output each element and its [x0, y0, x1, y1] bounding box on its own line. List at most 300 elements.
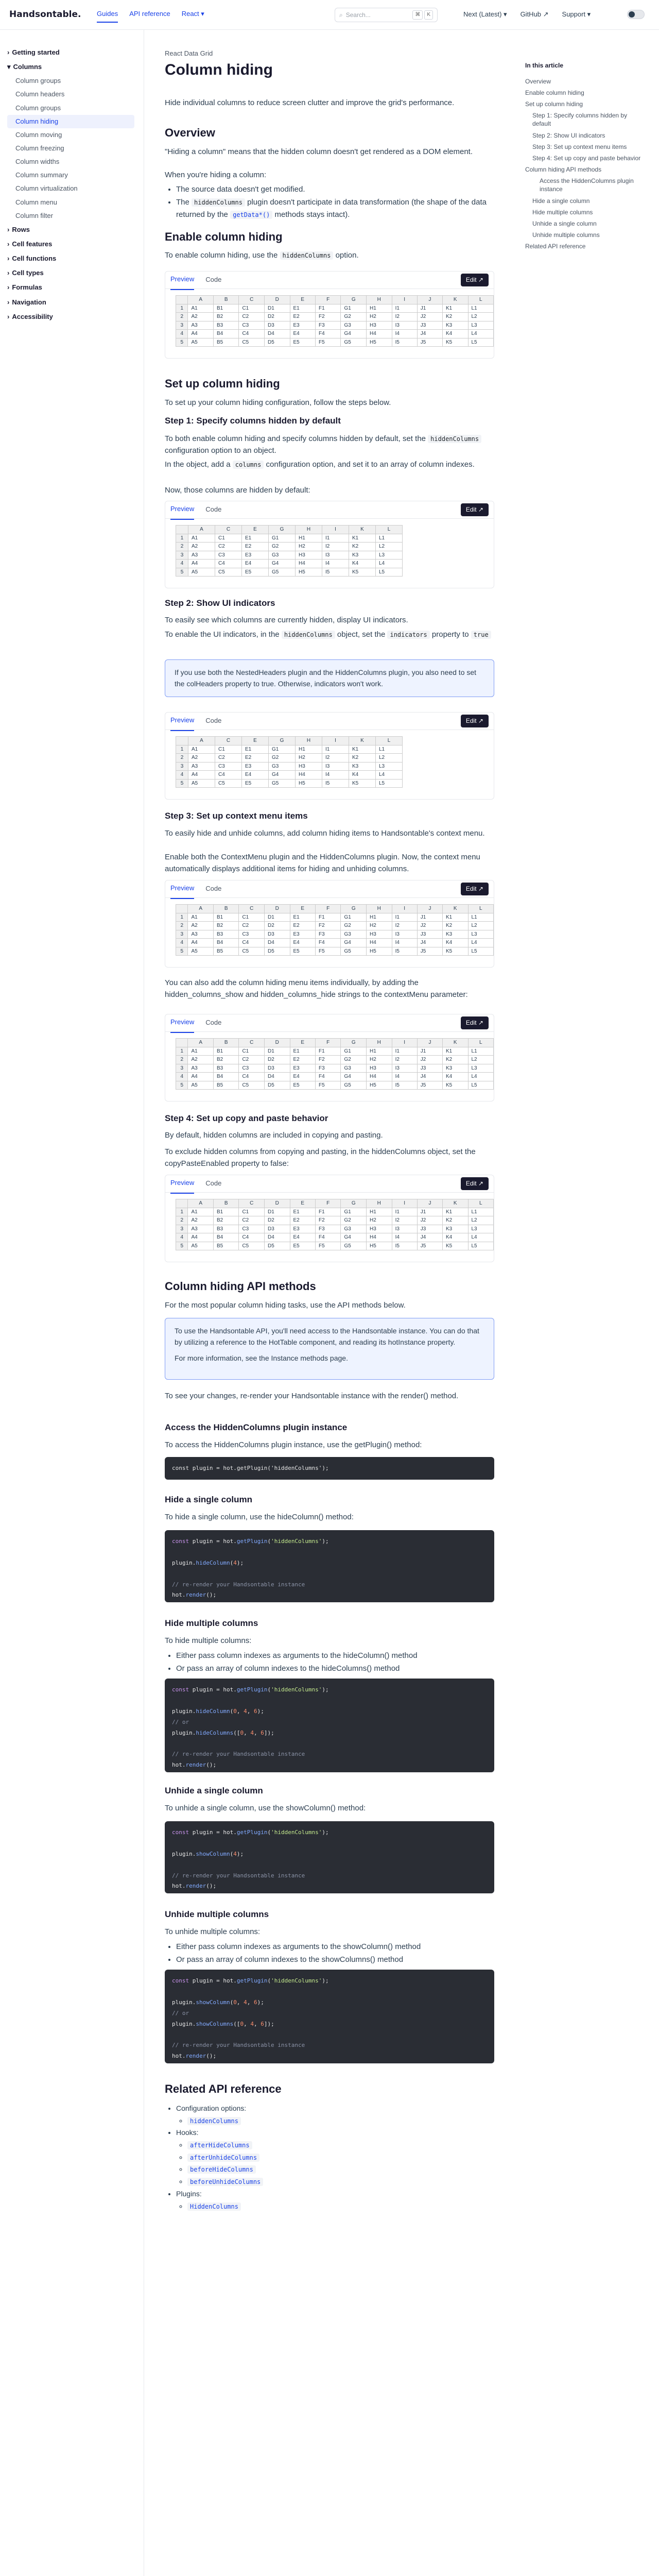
grid-cell[interactable]: E1 — [242, 534, 269, 543]
grid-cell[interactable]: B2 — [213, 313, 238, 321]
column-header[interactable]: J — [417, 905, 442, 913]
column-header[interactable]: I — [392, 296, 417, 304]
grid-cell[interactable]: F4 — [316, 330, 341, 338]
grid-cell[interactable]: E2 — [242, 543, 269, 551]
grid-cell[interactable]: H2 — [367, 1216, 392, 1225]
grid-cell[interactable]: E1 — [290, 1208, 315, 1216]
toc-item[interactable]: Step 4: Set up copy and paste behavior — [532, 154, 641, 162]
grid-cell[interactable]: G1 — [341, 1047, 367, 1056]
column-header[interactable]: H — [296, 737, 322, 745]
sidebar-group[interactable]: › Formulas — [7, 280, 134, 295]
grid-cell[interactable]: I2 — [322, 543, 349, 551]
grid-cell[interactable]: D2 — [264, 922, 290, 930]
grid-cell[interactable]: J3 — [417, 1064, 442, 1073]
grid-cell[interactable]: J2 — [417, 313, 442, 321]
grid-cell[interactable]: H3 — [296, 551, 322, 560]
grid-cell[interactable]: I5 — [322, 568, 349, 577]
toc-item[interactable]: Step 1: Specify columns hidden by default — [532, 112, 628, 128]
grid-cell[interactable]: J1 — [417, 913, 442, 922]
version-select[interactable]: Next (Latest) ▾ — [463, 10, 507, 18]
tab-code[interactable]: Code — [205, 885, 222, 893]
grid-cell[interactable]: G4 — [341, 939, 367, 947]
row-header[interactable]: 3 — [176, 762, 188, 771]
grid-cell[interactable]: J2 — [417, 922, 442, 930]
grid-cell[interactable]: E1 — [290, 1047, 315, 1056]
row-header[interactable]: 5 — [176, 1081, 188, 1090]
column-header[interactable]: L — [468, 905, 494, 913]
column-header[interactable]: E — [290, 296, 315, 304]
grid-cell[interactable]: J4 — [417, 330, 442, 338]
grid-cell[interactable]: H4 — [367, 1073, 392, 1081]
grid-cell[interactable]: H5 — [296, 779, 322, 788]
grid-cell[interactable]: B3 — [213, 1064, 238, 1073]
column-header[interactable]: D — [264, 296, 290, 304]
tab-preview[interactable]: Preview — [170, 500, 194, 519]
grid-cell[interactable]: E2 — [290, 922, 315, 930]
data-grid[interactable] — [176, 525, 403, 577]
column-header[interactable]: E — [290, 905, 315, 913]
support-menu[interactable]: Support ▾ — [562, 10, 591, 18]
grid-cell[interactable]: H5 — [367, 947, 392, 956]
column-header[interactable]: L — [376, 526, 403, 534]
grid-cell[interactable]: F4 — [316, 1233, 341, 1242]
grid-cell[interactable]: K5 — [443, 947, 468, 956]
grid-cell[interactable]: B1 — [213, 1208, 238, 1216]
grid-cell[interactable]: L1 — [468, 1047, 494, 1056]
grid-cell[interactable]: J4 — [417, 939, 442, 947]
nav-guides[interactable]: Guides — [97, 7, 118, 22]
toc-item[interactable]: Overview — [525, 77, 551, 85]
grid-cell[interactable]: C1 — [239, 1208, 265, 1216]
column-header[interactable]: H — [367, 296, 392, 304]
column-header[interactable]: C — [239, 1039, 265, 1047]
grid-cell[interactable]: F2 — [316, 922, 341, 930]
related-link[interactable]: beforeHideColumns — [187, 2165, 256, 2174]
row-header[interactable]: 5 — [176, 568, 188, 577]
related-link[interactable]: afterHideColumns — [187, 2141, 252, 2149]
grid-cell[interactable]: K5 — [349, 568, 376, 577]
toc-item[interactable]: Step 3: Set up context menu items — [532, 143, 627, 150]
row-header[interactable]: 2 — [176, 313, 188, 321]
grid-cell[interactable]: G1 — [269, 745, 296, 754]
grid-cell[interactable]: C2 — [239, 1056, 265, 1064]
toc-item[interactable]: Hide a single column — [532, 197, 590, 205]
grid-cell[interactable]: E1 — [290, 304, 315, 313]
grid-cell[interactable]: E2 — [290, 313, 315, 321]
grid-cell[interactable]: C4 — [239, 1073, 265, 1081]
grid-cell[interactable]: I5 — [392, 947, 417, 956]
tab-code[interactable]: Code — [205, 505, 222, 514]
grid-cell[interactable]: H3 — [367, 1064, 392, 1073]
grid-cell[interactable]: E3 — [242, 551, 269, 560]
grid-cell[interactable]: F5 — [316, 338, 341, 347]
grid-cell[interactable]: K2 — [349, 754, 376, 762]
sidebar-item[interactable]: Column groups — [15, 104, 61, 112]
grid-cell[interactable]: D5 — [264, 338, 290, 347]
grid-cell[interactable]: A4 — [188, 560, 215, 568]
column-header[interactable]: K — [443, 296, 468, 304]
column-header[interactable]: G — [341, 1039, 367, 1047]
sidebar-item[interactable]: Column groups — [15, 77, 61, 85]
toc-item[interactable]: Access the HiddenColumns plugin instance — [540, 177, 634, 193]
grid-cell[interactable]: A1 — [188, 745, 215, 754]
grid-cell[interactable]: E5 — [242, 779, 269, 788]
row-header[interactable]: 2 — [176, 1216, 188, 1225]
grid-cell[interactable]: A5 — [188, 1081, 213, 1090]
grid-cell[interactable]: L3 — [468, 1064, 494, 1073]
grid-cell[interactable]: I3 — [392, 321, 417, 330]
grid-cell[interactable]: H2 — [367, 922, 392, 930]
grid-cell[interactable]: J5 — [417, 338, 442, 347]
grid-cell[interactable]: D2 — [264, 1056, 290, 1064]
grid-cell[interactable]: B5 — [213, 1242, 238, 1250]
grid-cell[interactable]: K4 — [443, 1233, 468, 1242]
grid-cell[interactable]: L5 — [376, 779, 403, 788]
grid-cell[interactable]: F1 — [316, 304, 341, 313]
column-header[interactable]: E — [242, 526, 269, 534]
grid-cell[interactable]: A1 — [188, 1047, 213, 1056]
grid-cell[interactable]: I2 — [392, 1056, 417, 1064]
related-link[interactable]: beforeUnhideColumns — [187, 2178, 263, 2186]
grid-cell[interactable]: K2 — [443, 922, 468, 930]
grid-cell[interactable]: A3 — [188, 930, 213, 939]
grid-cell[interactable]: C1 — [239, 913, 265, 922]
grid-cell[interactable]: A3 — [188, 321, 213, 330]
grid-cell[interactable]: B4 — [213, 1233, 238, 1242]
grid-cell[interactable]: H1 — [367, 1208, 392, 1216]
grid-cell[interactable]: K5 — [443, 1081, 468, 1090]
column-header[interactable]: L — [376, 737, 403, 745]
grid-cell[interactable]: E2 — [290, 1216, 315, 1225]
grid-cell[interactable]: F5 — [316, 947, 341, 956]
grid-cell[interactable]: F1 — [316, 1208, 341, 1216]
grid-cell[interactable]: H4 — [367, 939, 392, 947]
grid-cell[interactable]: A1 — [188, 1208, 213, 1216]
grid-cell[interactable]: B3 — [213, 1225, 238, 1233]
column-header[interactable]: L — [468, 1039, 494, 1047]
grid-cell[interactable]: G3 — [341, 1225, 367, 1233]
grid-cell[interactable]: B2 — [213, 922, 238, 930]
grid-cell[interactable]: E4 — [290, 939, 315, 947]
grid-cell[interactable]: E3 — [290, 1225, 315, 1233]
grid-cell[interactable]: I1 — [392, 304, 417, 313]
sidebar-group[interactable]: › Rows — [7, 223, 134, 237]
sidebar-group[interactable]: › Cell functions — [7, 251, 134, 266]
column-header[interactable]: B — [213, 296, 238, 304]
grid-cell[interactable]: F5 — [316, 1081, 341, 1090]
grid-cell[interactable]: K4 — [349, 771, 376, 779]
grid-cell[interactable]: H5 — [367, 338, 392, 347]
column-header[interactable]: L — [468, 296, 494, 304]
row-header[interactable]: 2 — [176, 543, 188, 551]
row-header[interactable]: 4 — [176, 939, 188, 947]
row-header[interactable]: 4 — [176, 771, 188, 779]
column-header[interactable]: H — [296, 526, 322, 534]
row-header[interactable]: 1 — [176, 745, 188, 754]
grid-cell[interactable]: K2 — [443, 1216, 468, 1225]
row-header[interactable]: 3 — [176, 321, 188, 330]
grid-cell[interactable]: K1 — [443, 1208, 468, 1216]
grid-cell[interactable]: G1 — [269, 534, 296, 543]
grid-cell[interactable]: L2 — [376, 754, 403, 762]
grid-cell[interactable]: B4 — [213, 330, 238, 338]
grid-cell[interactable]: A4 — [188, 771, 215, 779]
grid-cell[interactable]: C5 — [239, 1081, 265, 1090]
grid-cell[interactable]: A4 — [188, 1073, 213, 1081]
column-header[interactable]: A — [188, 1039, 213, 1047]
grid-cell[interactable]: K2 — [443, 1056, 468, 1064]
grid-cell[interactable]: H5 — [296, 568, 322, 577]
grid-cell[interactable]: C4 — [239, 1233, 265, 1242]
grid-cell[interactable]: C5 — [215, 568, 242, 577]
grid-cell[interactable]: H3 — [367, 1225, 392, 1233]
grid-cell[interactable]: J4 — [417, 1233, 442, 1242]
sidebar-group[interactable]: › Accessibility — [7, 310, 134, 324]
tab-preview[interactable]: Preview — [170, 270, 194, 290]
grid-cell[interactable]: F1 — [316, 1047, 341, 1056]
tab-code[interactable]: Code — [205, 717, 222, 725]
grid-cell[interactable]: G2 — [341, 1056, 367, 1064]
row-header[interactable]: 1 — [176, 304, 188, 313]
column-header[interactable]: G — [341, 905, 367, 913]
column-header[interactable]: B — [213, 1039, 238, 1047]
grid-cell[interactable]: L3 — [468, 1225, 494, 1233]
grid-cell[interactable]: A5 — [188, 568, 215, 577]
column-header[interactable]: C — [239, 296, 265, 304]
sidebar-item[interactable]: Column hiding — [7, 115, 134, 128]
grid-cell[interactable]: K3 — [349, 762, 376, 771]
grid-cell[interactable]: K1 — [349, 534, 376, 543]
grid-cell[interactable]: A3 — [188, 551, 215, 560]
grid-cell[interactable]: A1 — [188, 304, 213, 313]
grid-cell[interactable]: H4 — [367, 330, 392, 338]
toc-item[interactable]: Hide multiple columns — [532, 208, 593, 216]
column-header[interactable]: A — [188, 526, 215, 534]
grid-cell[interactable]: A5 — [188, 947, 213, 956]
grid-cell[interactable]: L4 — [376, 560, 403, 568]
column-header[interactable]: L — [468, 1199, 494, 1208]
grid-cell[interactable]: A4 — [188, 1233, 213, 1242]
grid-cell[interactable]: F3 — [316, 321, 341, 330]
grid-cell[interactable]: E4 — [290, 330, 315, 338]
grid-cell[interactable]: G4 — [341, 1233, 367, 1242]
column-header[interactable]: H — [367, 905, 392, 913]
tab-preview[interactable]: Preview — [170, 1174, 194, 1193]
row-header[interactable]: 4 — [176, 1073, 188, 1081]
grid-cell[interactable]: G2 — [269, 754, 296, 762]
grid-cell[interactable]: E3 — [290, 321, 315, 330]
column-header[interactable]: D — [264, 1039, 290, 1047]
grid-cell[interactable]: A1 — [188, 913, 213, 922]
grid-cell[interactable]: H1 — [367, 304, 392, 313]
grid-cell[interactable]: A4 — [188, 939, 213, 947]
grid-cell[interactable]: D4 — [264, 1073, 290, 1081]
sidebar-item[interactable]: Column virtualization — [15, 184, 78, 193]
column-header[interactable]: K — [349, 737, 376, 745]
grid-cell[interactable]: L1 — [468, 913, 494, 922]
toc-item[interactable]: Enable column hiding — [525, 89, 584, 96]
grid-cell[interactable]: J1 — [417, 304, 442, 313]
grid-cell[interactable]: I2 — [322, 754, 349, 762]
grid-cell[interactable]: I4 — [392, 330, 417, 338]
breadcrumb[interactable]: React Data Grid — [165, 49, 213, 57]
tab-code[interactable]: Code — [205, 1179, 222, 1188]
grid-cell[interactable]: L5 — [468, 338, 494, 347]
grid-cell[interactable]: D3 — [264, 1225, 290, 1233]
grid-cell[interactable]: E1 — [242, 745, 269, 754]
related-link[interactable]: afterUnhideColumns — [187, 2154, 259, 2162]
grid-cell[interactable]: L1 — [376, 745, 403, 754]
grid-cell[interactable]: G3 — [269, 551, 296, 560]
edit-button[interactable]: Edit ↗ — [461, 1177, 489, 1190]
grid-cell[interactable]: J5 — [417, 1242, 442, 1250]
grid-cell[interactable]: F3 — [316, 1225, 341, 1233]
grid-cell[interactable]: E2 — [242, 754, 269, 762]
column-header[interactable]: G — [341, 1199, 367, 1208]
column-header[interactable]: F — [316, 1039, 341, 1047]
grid-cell[interactable]: E5 — [290, 947, 315, 956]
grid-cell[interactable]: J1 — [417, 1208, 442, 1216]
column-header[interactable]: C — [239, 905, 265, 913]
grid-cell[interactable]: G5 — [341, 338, 367, 347]
grid-cell[interactable]: G3 — [341, 930, 367, 939]
grid-cell[interactable]: L2 — [468, 1216, 494, 1225]
grid-cell[interactable]: L1 — [376, 534, 403, 543]
row-header[interactable]: 4 — [176, 1233, 188, 1242]
column-header[interactable]: C — [215, 737, 242, 745]
grid-cell[interactable]: F3 — [316, 930, 341, 939]
grid-cell[interactable]: E4 — [242, 560, 269, 568]
grid-cell[interactable]: D1 — [264, 1208, 290, 1216]
grid-cell[interactable]: K3 — [443, 930, 468, 939]
row-header[interactable]: 5 — [176, 947, 188, 956]
toc-item[interactable]: Set up column hiding — [525, 100, 583, 108]
grid-cell[interactable]: E5 — [290, 1242, 315, 1250]
grid-cell[interactable]: A5 — [188, 1242, 213, 1250]
grid-cell[interactable]: I4 — [392, 1233, 417, 1242]
grid-cell[interactable]: I5 — [392, 1242, 417, 1250]
grid-cell[interactable]: C4 — [239, 330, 265, 338]
grid-cell[interactable]: C1 — [215, 745, 242, 754]
grid-cell[interactable]: H2 — [296, 543, 322, 551]
grid-cell[interactable]: J2 — [417, 1056, 442, 1064]
grid-cell[interactable]: L4 — [468, 1233, 494, 1242]
grid-cell[interactable]: C1 — [215, 534, 242, 543]
grid-cell[interactable]: B1 — [213, 304, 238, 313]
edit-button[interactable]: Edit ↗ — [461, 503, 489, 516]
grid-cell[interactable]: H5 — [367, 1242, 392, 1250]
grid-cell[interactable]: K2 — [349, 543, 376, 551]
grid-cell[interactable]: K5 — [349, 779, 376, 788]
grid-cell[interactable]: C4 — [215, 771, 242, 779]
tab-preview[interactable]: Preview — [170, 711, 194, 731]
grid-cell[interactable]: L5 — [376, 568, 403, 577]
theme-toggle[interactable] — [627, 10, 645, 19]
column-header[interactable]: K — [443, 1039, 468, 1047]
grid-cell[interactable]: I1 — [392, 913, 417, 922]
grid-cell[interactable]: A1 — [188, 534, 215, 543]
related-link[interactable]: hiddenColumns — [187, 2117, 241, 2125]
grid-cell[interactable]: K3 — [349, 551, 376, 560]
grid-cell[interactable]: L2 — [468, 313, 494, 321]
row-header[interactable]: 5 — [176, 1242, 188, 1250]
grid-cell[interactable]: C2 — [239, 922, 265, 930]
tab-code[interactable]: Code — [205, 1019, 222, 1027]
grid-cell[interactable]: C1 — [239, 1047, 265, 1056]
grid-cell[interactable]: E4 — [290, 1233, 315, 1242]
grid-cell[interactable]: C2 — [215, 543, 242, 551]
grid-cell[interactable]: G4 — [341, 330, 367, 338]
grid-cell[interactable]: E5 — [242, 568, 269, 577]
grid-cell[interactable]: J1 — [417, 1047, 442, 1056]
grid-cell[interactable]: G1 — [341, 1208, 367, 1216]
grid-cell[interactable]: H5 — [367, 1081, 392, 1090]
grid-cell[interactable]: F2 — [316, 313, 341, 321]
column-header[interactable]: G — [269, 526, 296, 534]
column-header[interactable]: E — [242, 737, 269, 745]
row-header[interactable]: 1 — [176, 1208, 188, 1216]
grid-cell[interactable]: I2 — [392, 313, 417, 321]
grid-cell[interactable]: B3 — [213, 321, 238, 330]
sidebar-group[interactable]: › Cell types — [7, 266, 134, 280]
grid-cell[interactable]: I3 — [392, 1225, 417, 1233]
grid-cell[interactable]: D3 — [264, 1064, 290, 1073]
grid-cell[interactable]: F4 — [316, 1073, 341, 1081]
grid-cell[interactable]: A4 — [188, 330, 213, 338]
grid-cell[interactable]: L5 — [468, 1242, 494, 1250]
grid-cell[interactable]: E4 — [242, 771, 269, 779]
grid-cell[interactable]: C5 — [239, 947, 265, 956]
grid-cell[interactable]: H2 — [296, 754, 322, 762]
row-header[interactable]: 5 — [176, 779, 188, 788]
grid-cell[interactable]: J2 — [417, 1216, 442, 1225]
grid-cell[interactable]: D4 — [264, 1233, 290, 1242]
column-header[interactable]: D — [264, 905, 290, 913]
toc-item[interactable]: Related API reference — [525, 243, 586, 250]
grid-cell[interactable]: C5 — [239, 338, 265, 347]
grid-cell[interactable]: G2 — [341, 922, 367, 930]
github-link[interactable]: GitHub ↗ — [520, 10, 549, 18]
grid-cell[interactable]: L4 — [468, 939, 494, 947]
grid-cell[interactable]: K3 — [443, 1225, 468, 1233]
grid-cell[interactable]: I2 — [392, 1216, 417, 1225]
row-header[interactable]: 4 — [176, 560, 188, 568]
column-header[interactable]: A — [188, 905, 213, 913]
grid-cell[interactable]: C3 — [239, 321, 265, 330]
grid-cell[interactable]: I2 — [392, 922, 417, 930]
data-grid[interactable] — [176, 1199, 494, 1250]
toc-item[interactable]: Unhide multiple columns — [532, 231, 600, 239]
grid-cell[interactable]: H3 — [367, 930, 392, 939]
grid-cell[interactable]: B5 — [213, 947, 238, 956]
sidebar-group[interactable]: › Cell features — [7, 237, 134, 251]
grid-cell[interactable]: C5 — [215, 779, 242, 788]
grid-cell[interactable]: A3 — [188, 1225, 213, 1233]
grid-cell[interactable]: G2 — [269, 543, 296, 551]
grid-cell[interactable]: D1 — [264, 913, 290, 922]
data-grid[interactable] — [176, 904, 494, 956]
grid-cell[interactable]: G5 — [269, 568, 296, 577]
column-header[interactable]: F — [316, 296, 341, 304]
grid-cell[interactable]: D3 — [264, 321, 290, 330]
column-header[interactable]: H — [367, 1199, 392, 1208]
grid-cell[interactable]: H3 — [296, 762, 322, 771]
row-header[interactable]: 3 — [176, 930, 188, 939]
column-header[interactable]: B — [213, 1199, 238, 1208]
grid-cell[interactable]: K3 — [443, 1064, 468, 1073]
grid-cell[interactable]: L1 — [468, 304, 494, 313]
tab-preview[interactable]: Preview — [170, 879, 194, 899]
